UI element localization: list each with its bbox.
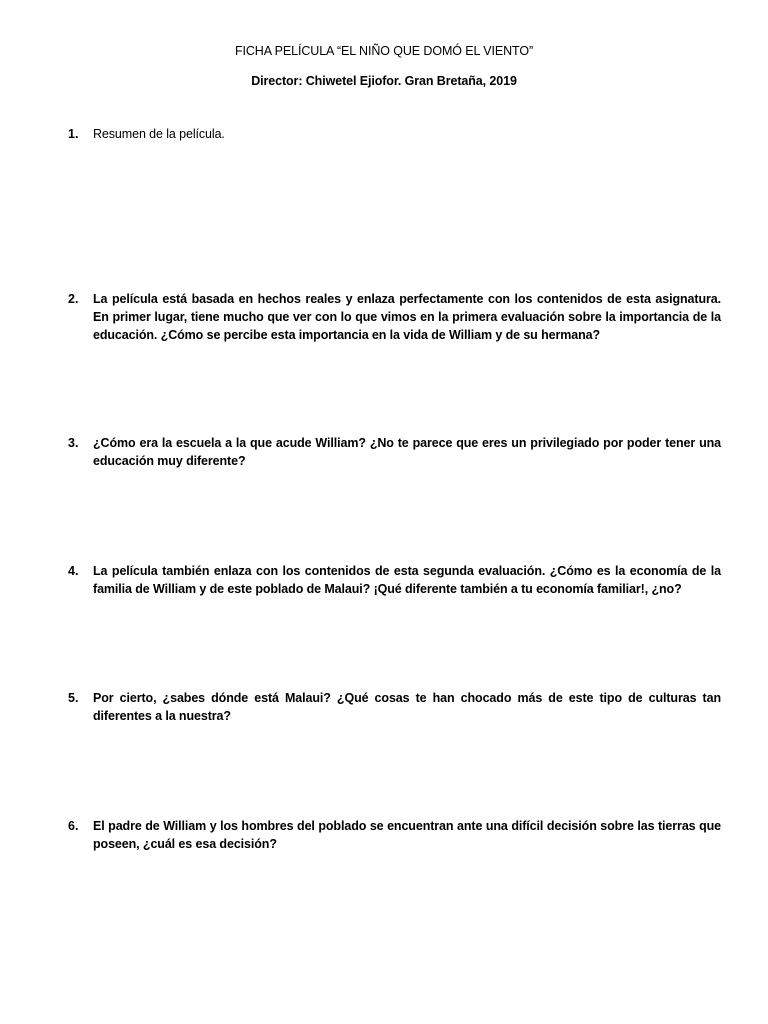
question-text: El padre de William y los hombres del poblado se encuentran ante una difícil decisión sobre las tierras que poseen, ¿cuál es esa decisión? xyxy=(93,819,721,851)
question-number: 4. xyxy=(68,564,79,578)
question-4 xyxy=(68,562,721,598)
question-number: 1. xyxy=(68,127,79,141)
question-6 xyxy=(68,817,721,853)
question-text: Resumen de la película. xyxy=(93,127,225,141)
document-title: FICHA PELÍCULA “EL NIÑO QUE DOMÓ EL VIENTO” xyxy=(234,44,534,58)
document-subtitle: Director: Chiwetel Ejiofor. Gran Bretaña, 2019 xyxy=(251,74,517,88)
question-text: La película está basada en hechos reales y enlaza perfectamente con los contenidos de esta asignatura. En primer lugar, tiene mucho que ver con lo que vimos en la primera evaluación sobre la importancia de la educación. ¿Cómo se percibe esta importancia en la vida de William y de su hermana? xyxy=(93,292,721,342)
question-text: La película también enlaza con los contenidos de esta segunda evaluación. ¿Cómo es la economía de la familia de William y de este poblado de Malaui? ¡Qué diferente también a tu economía familiar!, ¿no? xyxy=(93,564,721,596)
question-number: 3. xyxy=(68,436,79,450)
question-3 xyxy=(68,434,721,470)
question-text: ¿Cómo era la escuela a la que acude William? ¿No te parece que eres un privilegiado por poder tener una educación muy diferente? xyxy=(93,436,721,468)
question-2 xyxy=(68,290,721,344)
question-number: 6. xyxy=(68,819,79,833)
question-text: Por cierto, ¿sabes dónde está Malaui? ¿Qué cosas te han chocado más de este tipo de culturas tan diferentes a la nuestra? xyxy=(93,691,721,723)
question-number: 2. xyxy=(68,292,79,306)
question-number: 5. xyxy=(68,691,79,705)
question-5 xyxy=(68,689,721,725)
question-1 xyxy=(68,125,721,143)
